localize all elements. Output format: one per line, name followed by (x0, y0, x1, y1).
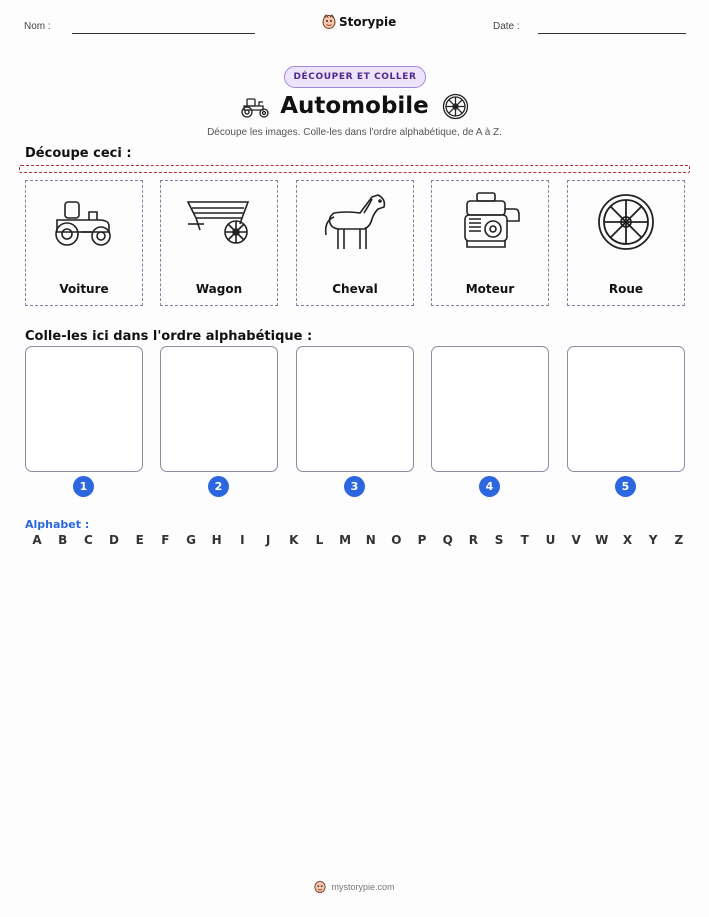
engine-icon (455, 191, 525, 253)
alphabet-letter: R (468, 533, 479, 547)
slot-number: 5 (615, 476, 636, 497)
alphabet-letter: K (289, 533, 299, 547)
date-label: Date : (493, 21, 520, 32)
tractor-icon (49, 196, 119, 248)
alphabet-letter: Z (674, 533, 684, 547)
alphabet-letter: W (595, 533, 609, 547)
storypie-mascot-icon (314, 880, 326, 894)
cut-line (19, 165, 690, 173)
alphabet-letter: O (391, 533, 402, 547)
alphabet-letter: F (161, 533, 170, 547)
alphabet-letter: I (240, 533, 245, 547)
brand-logo (322, 14, 396, 30)
paste-slot[interactable] (431, 346, 549, 472)
alphabet-letter: J (265, 533, 271, 547)
alphabet-row (30, 533, 686, 547)
card-label: Roue (608, 282, 644, 296)
slot-number: 1 (73, 476, 94, 497)
footer-link[interactable]: mystorypie.com (331, 882, 395, 892)
cut-card[interactable] (160, 180, 278, 306)
alphabet-letter: P (417, 533, 427, 547)
alphabet-letter: H (211, 533, 222, 547)
slot-number: 4 (479, 476, 500, 497)
alphabet-letter: Y (648, 533, 658, 547)
alphabet-letter: S (494, 533, 504, 547)
cut-card[interactable] (567, 180, 685, 306)
cut-card[interactable] (296, 180, 414, 306)
alphabet-letter: X (622, 533, 633, 547)
name-label: Nom : (24, 21, 51, 32)
alphabet-letter: M (339, 533, 352, 547)
paste-section-heading: Colle-les ici dans l'ordre alphabétique : (25, 329, 313, 344)
paste-slot[interactable] (567, 346, 685, 472)
cut-section-heading: Découpe ceci : (25, 146, 132, 161)
alphabet-letter: T (520, 533, 529, 547)
horse-icon (320, 191, 390, 253)
alphabet-letter: G (186, 533, 196, 547)
paste-slot[interactable] (160, 346, 278, 472)
alphabet-letter: B (58, 533, 68, 547)
card-label: Wagon (195, 282, 243, 296)
wheel-icon (596, 192, 656, 252)
cut-card[interactable] (25, 180, 143, 306)
alphabet-letter: E (135, 533, 144, 547)
alphabet-letter: V (571, 533, 581, 547)
alphabet-letter: C (83, 533, 93, 547)
alphabet-letter: U (545, 533, 556, 547)
page-title: Automobile (280, 93, 429, 119)
alphabet-letter: D (109, 533, 119, 547)
date-line (538, 33, 686, 34)
paste-slot[interactable] (296, 346, 414, 472)
cut-card[interactable] (431, 180, 549, 306)
instructions: Découpe les images. Colle-les dans l'ordre alphabétique, de A à Z. (207, 127, 502, 138)
brand-name: Storypie (339, 15, 397, 29)
alphabet-letter: L (315, 533, 324, 547)
alphabet-label: Alphabet : (25, 518, 90, 531)
card-label: Moteur (465, 282, 515, 296)
footer (0, 880, 709, 894)
alphabet-letter: Q (442, 533, 453, 547)
wheel-icon (442, 93, 469, 120)
card-label: Voiture (59, 282, 109, 296)
paste-slot[interactable] (25, 346, 143, 472)
activity-badge: DÉCOUPER ET COLLER (284, 66, 426, 88)
storypie-mascot-icon (322, 14, 336, 30)
card-label: Cheval (332, 282, 378, 296)
wagon-icon (184, 196, 254, 248)
alphabet-letter: A (32, 533, 42, 547)
name-line (72, 33, 255, 34)
slot-number: 3 (344, 476, 365, 497)
slot-number: 2 (208, 476, 229, 497)
alphabet-letter: N (365, 533, 376, 547)
